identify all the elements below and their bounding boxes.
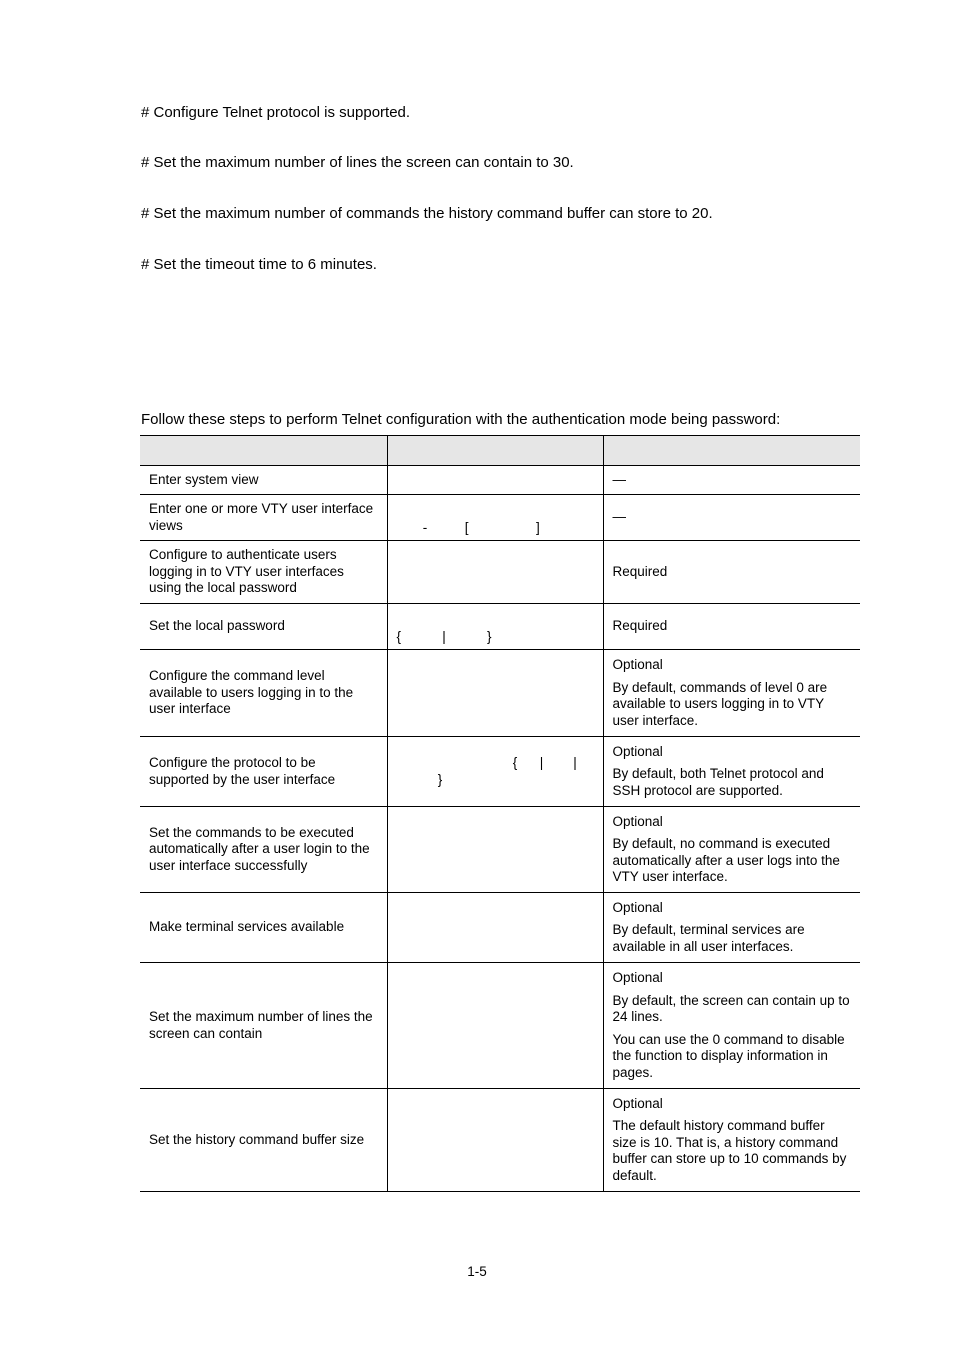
remark-text: The default history command buffer size is 10. That is, a history command buffer can store up to 10 commands by default. <box>612 1118 847 1183</box>
command-cell <box>387 650 603 737</box>
remark-text: Required <box>612 618 668 634</box>
table-row <box>140 963 860 1089</box>
table-row <box>140 604 860 650</box>
remarks-cell <box>603 893 860 963</box>
command-cell <box>387 893 603 963</box>
table-row <box>140 1089 860 1192</box>
command-cell <box>387 1089 603 1192</box>
remark-text: By default, no command is executed automatically after a user logs into the VTY user interface. <box>612 836 840 884</box>
telnet-config-table <box>140 435 860 1192</box>
operation-cell: Configure the protocol to be supported by the user interface <box>140 737 387 807</box>
command-cell <box>387 807 603 893</box>
remarks-cell <box>603 737 860 807</box>
table-row <box>140 737 860 807</box>
remark-text: Optional <box>612 1095 663 1111</box>
operation-cell: Set the commands to be executed automatically after a user login to the user interface successfully <box>140 807 387 893</box>
remark-text: By default, terminal services are available in all user interfaces. <box>612 922 805 954</box>
remarks-cell <box>603 650 860 737</box>
command-cell: - [ ] <box>387 495 603 541</box>
remark-text: By default, the screen can contain up to 24 lines. <box>612 992 850 1024</box>
remark-text: Required <box>612 563 668 579</box>
command-cell: { | | } <box>387 737 603 807</box>
header-command <box>387 436 603 466</box>
header-operation <box>140 436 387 466</box>
remark-text: — <box>612 509 626 525</box>
table-row <box>140 807 860 893</box>
follow-steps-text: Follow these steps to perform Telnet configuration with the authentication mode being password: <box>141 411 781 428</box>
operation-cell: Enter one or more VTY user interface views <box>140 495 387 541</box>
remarks-cell <box>603 1089 860 1192</box>
remark-text: You can use the 0 command to disable the function to display information in pages. <box>612 1031 845 1080</box>
operation-cell: Set the maximum number of lines the screen can contain <box>140 963 387 1089</box>
remark-text: Optional <box>612 813 663 829</box>
remark-text: — <box>612 471 626 487</box>
operation-cell: Set the local password <box>140 604 387 650</box>
remark-text: Optional <box>612 970 663 985</box>
operation-cell: Make terminal services available <box>140 893 387 963</box>
operation-cell: Configure the command level available to users logging in to the user interface <box>140 650 387 737</box>
command-cell <box>387 963 603 1089</box>
command-cell: { | } <box>387 604 603 650</box>
remark-text: By default, both Telnet protocol and SSH protocol are supported. <box>612 766 824 798</box>
intro-line-4: # Set the timeout time to 6 minutes. <box>141 256 377 273</box>
operation-cell: Configure to authenticate users logging in to VTY user interfaces using the local password <box>140 541 387 604</box>
table-row <box>140 466 860 495</box>
table-row <box>140 541 860 604</box>
header-remarks <box>603 436 860 466</box>
remark-text: Optional <box>612 899 663 915</box>
page-number: 1-5 <box>467 1264 487 1279</box>
intro-line-1: # Configure Telnet protocol is supported. <box>141 104 411 121</box>
operation-cell: Enter system view <box>140 466 387 495</box>
operation-cell: Set the history command buffer size <box>140 1089 387 1192</box>
table-row <box>140 650 860 737</box>
remarks-cell <box>603 963 860 1089</box>
table-row <box>140 495 860 541</box>
command-cell <box>387 541 603 604</box>
remarks-cell <box>603 495 860 541</box>
remark-text: Optional <box>612 743 663 759</box>
remarks-cell <box>603 466 860 495</box>
remark-text: By default, commands of level 0 are available to users logging in to VTY user interface. <box>612 679 828 728</box>
command-cell <box>387 466 603 495</box>
remarks-cell <box>603 541 860 604</box>
table-header-row <box>140 436 860 466</box>
table-row <box>140 893 860 963</box>
intro-line-2: # Set the maximum number of lines the screen can contain to 30. <box>141 154 574 171</box>
remark-text: Optional <box>612 657 663 672</box>
remarks-cell <box>603 604 860 650</box>
remarks-cell <box>603 807 860 893</box>
intro-line-3: # Set the maximum number of commands the history command buffer can store to 20. <box>141 205 713 222</box>
